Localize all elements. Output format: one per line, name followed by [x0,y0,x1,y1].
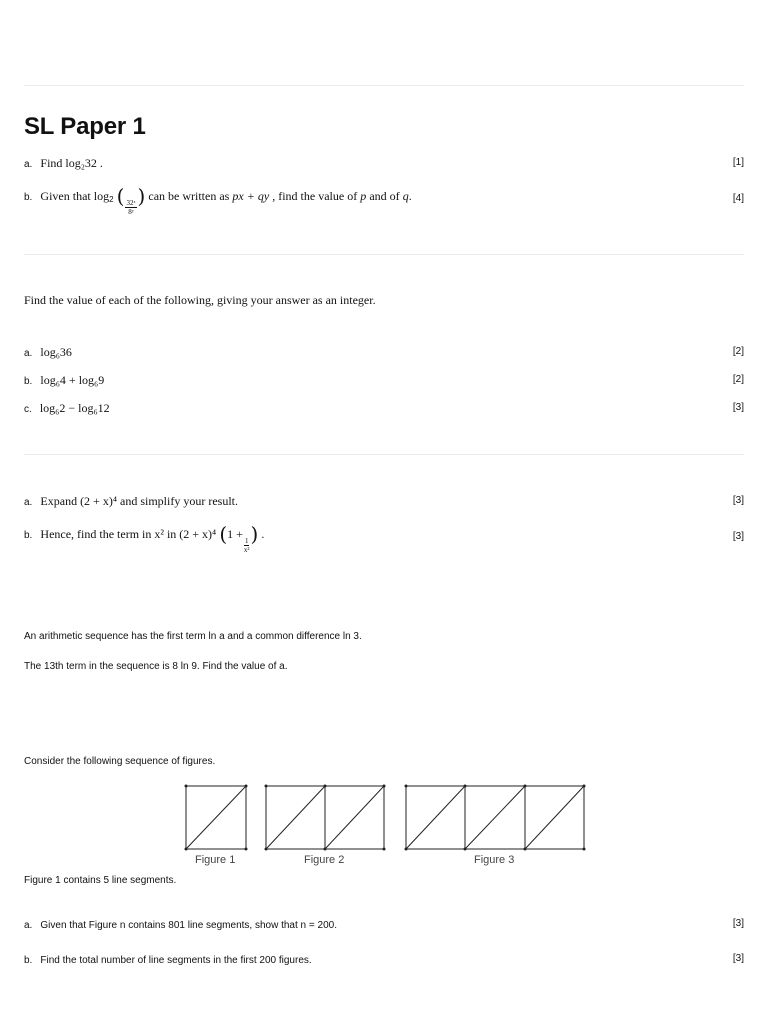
vertex-dot [245,785,248,788]
vertex-dot [265,785,268,788]
question-2b [24,373,104,389]
part-label: a. [24,159,33,170]
left-paren: ( [116,184,125,208]
question-3a [24,494,238,510]
vertex-dot [464,848,467,851]
question-text: log₆4 + log₆9 [40,373,105,387]
part-label: b. [24,530,33,541]
part-label: b. [24,955,33,966]
part-label: c. [24,404,32,415]
figure-sequence [180,780,590,870]
part-label: a. [24,348,33,359]
part-label: a. [24,920,33,931]
left-paren: ( [219,522,228,546]
question-text: Given that Figure n contains 801 line segments, show that n = 200. [40,920,337,931]
part-label: b. [24,376,33,387]
figure-2 [266,786,384,849]
question-text-mid: can be written as [148,189,230,203]
vertex-dot [383,785,386,788]
variable-p: p [360,189,367,203]
question-text-end: . [261,527,265,541]
question-text: Expand (2 + x)⁴ and simplify your result. [40,494,238,508]
question-5-intro: Consider the following sequence of figures. [24,756,216,767]
vertex-dot [265,848,268,851]
figure-diagonal [406,786,465,849]
part-label: a. [24,497,33,508]
marks: [3] [732,918,744,929]
log-base: 2 [109,195,114,204]
marks: [3] [732,531,744,542]
question-text: Find log₂32 . [40,156,103,170]
question-4-line-1: An arithmetic sequence has the first term ln a and a common difference ln 3. [24,631,362,642]
divider [24,85,744,86]
vertex-dot [185,848,188,851]
page-title: SL Paper 1 [24,113,146,140]
question-intro: Find the value of each of the following, giving your answer as an integer. [24,293,376,307]
question-2c [24,401,110,417]
figure-1 [186,786,246,849]
marks: [2] [732,374,744,385]
question-2a [24,345,72,361]
log-symbol: log [93,189,110,203]
question-text-post: , find the value of [272,189,358,203]
fraction-numerator: 32ˣ [126,199,136,207]
marks: [1] [732,157,744,168]
question-5a [24,918,337,933]
question-text: Find the total number of line segments in the first 200 figures. [40,955,312,966]
vertex-dot [245,848,248,851]
marks: [3] [732,495,744,506]
vertex-dot [524,848,527,851]
question-text: log₆2 − log₆12 [39,401,110,415]
figure-diagonal [186,786,246,849]
math-expression: px + qy [232,189,270,203]
marks: [3] [732,953,744,964]
vertex-dot [583,848,586,851]
fraction [244,537,250,554]
vertex-dot [583,785,586,788]
fraction-numerator: 1 [244,537,249,545]
question-text: log₆36 [40,345,72,359]
figure-diagonal [325,786,384,849]
marks: [3] [732,402,744,413]
part-label: b. [24,192,33,203]
question-3b [24,522,265,554]
question-text-pre: Hence, find the term in x² in (2 + x)⁴ [40,527,217,541]
math-one-plus: 1 + [227,527,243,541]
vertex-dot [405,785,408,788]
vertex-dot [383,848,386,851]
figure-diagonal [465,786,525,849]
question-5b [24,953,312,968]
marks: [4] [732,193,744,204]
vertex-dot [405,848,408,851]
divider [24,454,744,455]
vertex-dot [464,785,467,788]
variable-q: q [402,189,409,203]
question-text-end: . [408,189,412,203]
figure-3 [406,786,584,849]
fraction-denominator: x² [243,546,250,554]
fraction-denominator: 8ʸ [128,208,134,216]
question-text-and: and of [369,189,400,203]
marks: [2] [732,346,744,357]
right-paren: ) [137,184,146,208]
question-4-line-2: The 13th term in the sequence is 8 ln 9. Find the value of a. [24,661,288,672]
right-paren: ) [250,522,259,546]
question-1b [24,184,412,216]
figure-label: Figure 2 [304,854,345,866]
vertex-dot [324,848,327,851]
vertex-dot [524,785,527,788]
vertex-dot [324,785,327,788]
divider [24,254,744,255]
figure-diagonal [525,786,584,849]
question-1a [24,156,103,172]
figure-diagonal [266,786,325,849]
figure-label: Figure 1 [195,854,236,866]
question-5-note: Figure 1 contains 5 line segments. [24,875,177,886]
question-text-pre: Given that [40,189,91,203]
figure-label: Figure 3 [474,854,515,866]
vertex-dot [185,785,188,788]
fraction [125,199,136,216]
